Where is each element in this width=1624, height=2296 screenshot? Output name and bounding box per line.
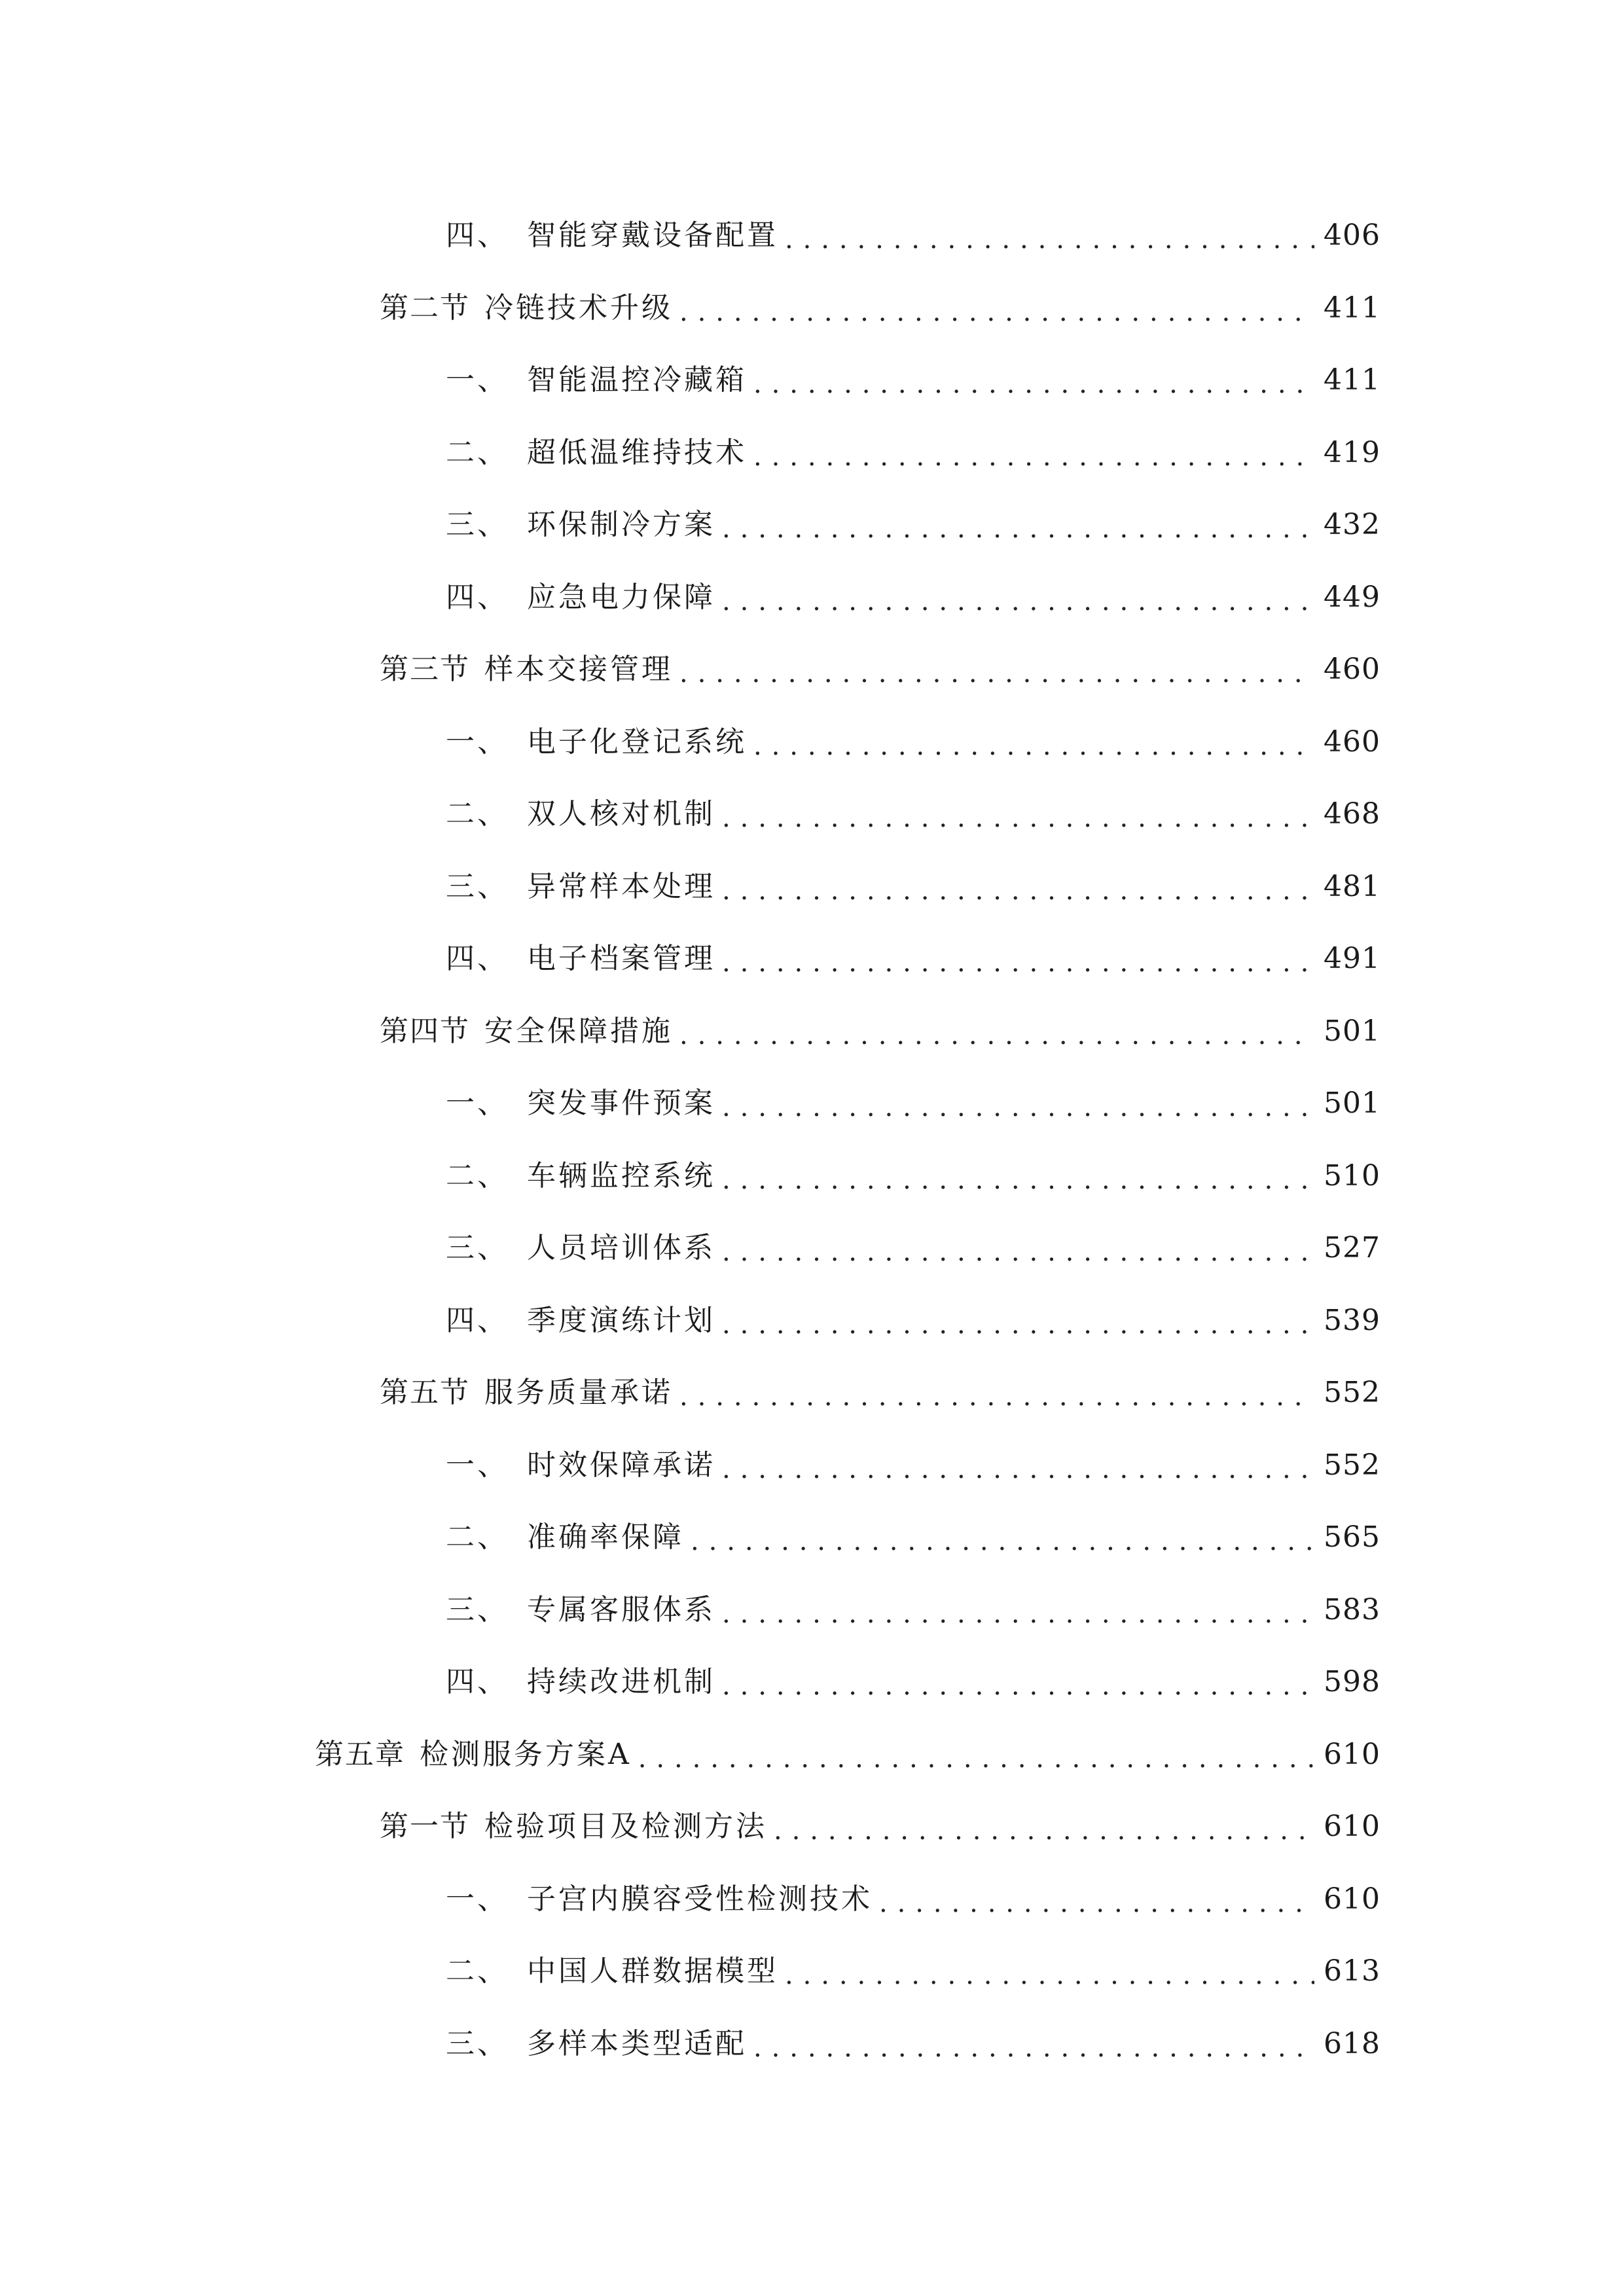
toc-entry[interactable] xyxy=(0,778,1624,851)
toc-entry[interactable] xyxy=(0,1429,1624,1502)
toc-entry-number: 四、 xyxy=(446,1303,509,1337)
toc-entry-page: 491 xyxy=(1324,942,1380,976)
toc-entry[interactable] xyxy=(0,706,1624,779)
dot-leader xyxy=(753,444,1314,470)
toc-entry-page: 583 xyxy=(1324,1592,1380,1626)
toc-entry-title: 子宫内膜容受性检测技术 xyxy=(527,1882,873,1916)
dot-leader xyxy=(722,878,1314,904)
toc-entry[interactable] xyxy=(0,1140,1624,1213)
toc-entry-page: 510 xyxy=(1324,1158,1380,1193)
toc-entry-number: 三、 xyxy=(446,2026,509,2060)
toc-entry-number: 四、 xyxy=(446,942,509,976)
toc-entry-page: 613 xyxy=(1324,1954,1380,1988)
toc-entry-number: 第三节 xyxy=(380,653,470,687)
toc-entry[interactable] xyxy=(0,417,1624,490)
toc-entry-title: 样本交接管理 xyxy=(484,653,673,687)
toc-entry-number: 第五节 xyxy=(380,1376,470,1410)
toc-entry-title: 应急电力保障 xyxy=(527,580,715,614)
dot-leader xyxy=(753,371,1314,397)
dot-leader xyxy=(879,1890,1314,1916)
toc-entry[interactable] xyxy=(0,2008,1624,2081)
toc-entry[interactable] xyxy=(0,1501,1624,1574)
toc-entry-number: 第一节 xyxy=(380,1810,470,1844)
toc-entry-number: 四、 xyxy=(446,219,509,253)
dot-leader xyxy=(774,1818,1314,1844)
dot-leader xyxy=(638,1746,1314,1772)
dot-leader xyxy=(679,1384,1314,1410)
toc-entry-number: 二、 xyxy=(446,797,509,831)
toc-entry[interactable] xyxy=(0,562,1624,634)
toc-entry[interactable] xyxy=(0,1719,1624,1791)
toc-entry[interactable] xyxy=(0,996,1624,1068)
toc-entry-page: 610 xyxy=(1324,1810,1380,1844)
toc-entry-title: 安全保障措施 xyxy=(484,1014,673,1048)
toc-entry[interactable] xyxy=(0,1863,1624,1936)
dot-leader xyxy=(679,1022,1314,1049)
toc-entry-title: 突发事件预案 xyxy=(527,1086,715,1121)
toc-entry[interactable] xyxy=(0,1574,1624,1647)
toc-entry-page: 618 xyxy=(1324,2026,1380,2060)
toc-entry-title: 异常样本处理 xyxy=(527,869,715,903)
toc-entry-page: 539 xyxy=(1324,1303,1380,1337)
toc-entry-number: 第五章 xyxy=(315,1737,405,1771)
dot-leader xyxy=(691,1528,1314,1554)
toc-entry-number: 四、 xyxy=(446,580,509,614)
toc-entry-number: 二、 xyxy=(446,1158,509,1193)
toc-entry-page: 552 xyxy=(1324,1448,1380,1482)
toc-entry-title: 准确率保障 xyxy=(527,1520,684,1554)
toc-entry[interactable] xyxy=(0,1935,1624,2008)
toc-entry-title: 双人核对机制 xyxy=(527,797,715,831)
toc-entry-title: 车辆监控系统 xyxy=(527,1158,715,1193)
dot-leader xyxy=(722,805,1314,831)
toc-entry-title: 多样本类型适配 xyxy=(527,2026,747,2060)
toc-entry-title: 检测服务方案A xyxy=(420,1737,632,1771)
toc-entry[interactable] xyxy=(0,1067,1624,1140)
dot-leader xyxy=(722,950,1314,976)
toc-entry[interactable] xyxy=(0,1212,1624,1285)
dot-leader xyxy=(722,1094,1314,1121)
dot-leader xyxy=(722,1456,1314,1482)
toc-entry[interactable] xyxy=(0,634,1624,706)
dot-leader xyxy=(722,1167,1314,1193)
toc-entry-page: 552 xyxy=(1324,1376,1380,1410)
dot-leader xyxy=(679,299,1314,325)
dot-leader xyxy=(679,660,1314,687)
toc-entry-title: 智能穿戴设备配置 xyxy=(527,219,778,253)
dot-leader xyxy=(753,2035,1314,2061)
dot-leader xyxy=(722,516,1314,542)
dot-leader xyxy=(722,588,1314,615)
toc-entry-number: 二、 xyxy=(446,1520,509,1554)
toc-entry[interactable] xyxy=(0,851,1624,924)
toc-entry-title: 服务质量承诺 xyxy=(484,1376,673,1410)
toc-entry-title: 智能温控冷藏箱 xyxy=(527,363,747,397)
toc-entry[interactable] xyxy=(0,200,1624,272)
toc-entry-number: 一、 xyxy=(446,1086,509,1121)
toc-entry[interactable] xyxy=(0,489,1624,562)
toc-entry-title: 中国人群数据模型 xyxy=(527,1954,778,1988)
toc-entry-page: 460 xyxy=(1324,725,1380,759)
toc-entry-page: 610 xyxy=(1324,1737,1380,1771)
toc-entry-page: 460 xyxy=(1324,653,1380,687)
toc-entry-page: 501 xyxy=(1324,1014,1380,1048)
toc-entry-page: 565 xyxy=(1324,1520,1380,1554)
toc-entry-number: 三、 xyxy=(446,508,509,542)
dot-leader xyxy=(722,1239,1314,1265)
dot-leader xyxy=(722,1312,1314,1338)
toc-entry[interactable] xyxy=(0,344,1624,417)
toc-entry-title: 检验项目及检测方法 xyxy=(484,1810,767,1844)
toc-entry-page: 527 xyxy=(1324,1231,1380,1265)
toc-entry[interactable] xyxy=(0,272,1624,345)
dot-leader xyxy=(753,733,1314,759)
toc-entry-title: 环保制冷方案 xyxy=(527,508,715,542)
toc-entry-number: 一、 xyxy=(446,363,509,397)
toc-entry-page: 481 xyxy=(1324,869,1380,903)
dot-leader xyxy=(722,1601,1314,1627)
toc-entry[interactable] xyxy=(0,1285,1624,1357)
toc-entry[interactable] xyxy=(0,1646,1624,1719)
toc-entry-page: 419 xyxy=(1324,435,1380,469)
toc-entry-title: 季度演练计划 xyxy=(527,1303,715,1337)
toc-entry-number: 三、 xyxy=(446,1592,509,1626)
toc-entry-page: 432 xyxy=(1324,508,1380,542)
toc-entry-number: 一、 xyxy=(446,1882,509,1916)
toc-entry-number: 四、 xyxy=(446,1665,509,1699)
toc-entry[interactable] xyxy=(0,923,1624,996)
dot-leader xyxy=(785,226,1314,253)
toc-entry-title: 持续改进机制 xyxy=(527,1665,715,1699)
toc-entry[interactable] xyxy=(0,1791,1624,1863)
toc-entry-number: 第二节 xyxy=(380,291,470,325)
toc-entry-title: 电子档案管理 xyxy=(527,942,715,976)
toc-entry-page: 406 xyxy=(1324,219,1380,253)
toc-entry-title: 时效保障承诺 xyxy=(527,1448,715,1482)
toc-entry-title: 人员培训体系 xyxy=(527,1231,715,1265)
toc-entry-page: 449 xyxy=(1324,580,1380,614)
toc-entry-title: 电子化登记系统 xyxy=(527,725,747,759)
toc-entry-page: 468 xyxy=(1324,797,1380,831)
toc-entry-number: 三、 xyxy=(446,1231,509,1265)
toc-entry-title: 超低温维持技术 xyxy=(527,435,747,469)
toc-entry-page: 411 xyxy=(1324,291,1380,325)
dot-leader xyxy=(722,1673,1314,1699)
toc-entry-number: 一、 xyxy=(446,1448,509,1482)
dot-leader xyxy=(785,1962,1314,1988)
table-of-contents xyxy=(0,200,1624,2080)
toc-entry-page: 610 xyxy=(1324,1882,1380,1916)
toc-entry-title: 专属客服体系 xyxy=(527,1592,715,1626)
toc-entry[interactable] xyxy=(0,1357,1624,1429)
toc-entry-page: 501 xyxy=(1324,1086,1380,1121)
toc-entry-number: 二、 xyxy=(446,1954,509,1988)
toc-entry-number: 一、 xyxy=(446,725,509,759)
toc-entry-title: 冷链技术升级 xyxy=(484,291,673,325)
toc-entry-number: 二、 xyxy=(446,435,509,469)
toc-entry-number: 三、 xyxy=(446,869,509,903)
toc-entry-page: 598 xyxy=(1324,1665,1380,1699)
toc-entry-page: 411 xyxy=(1324,363,1380,397)
toc-entry-number: 第四节 xyxy=(380,1014,470,1048)
